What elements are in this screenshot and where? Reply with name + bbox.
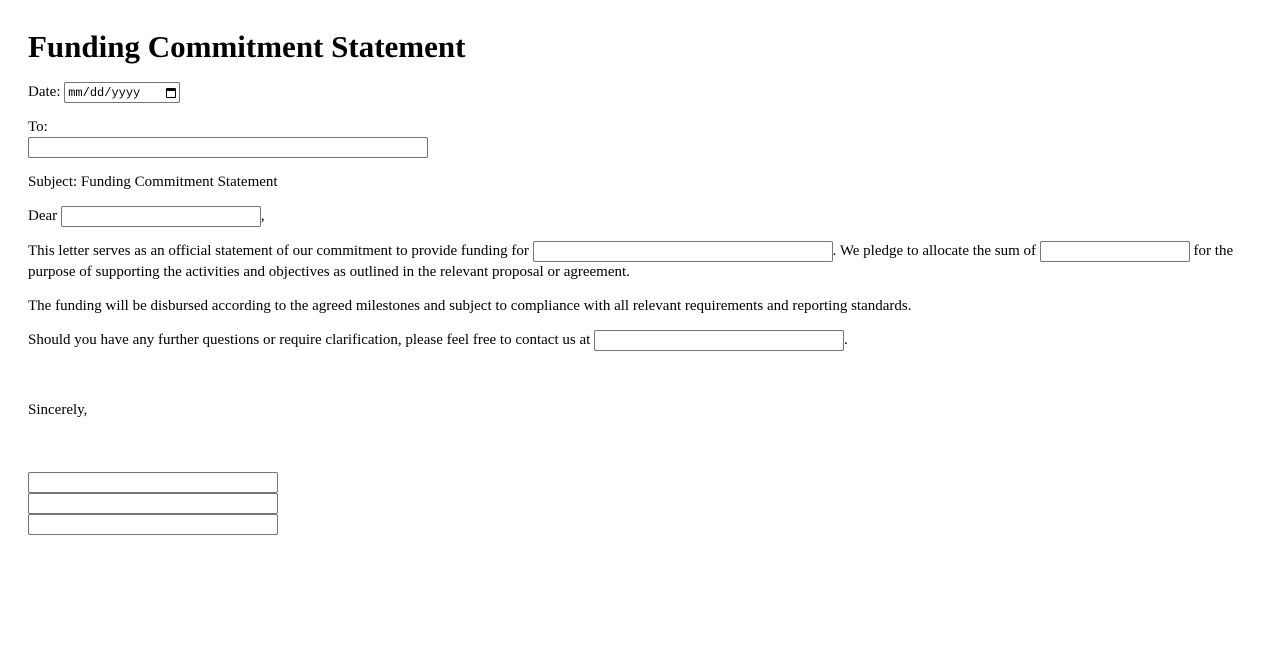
calendar-icon[interactable] — [166, 88, 176, 98]
commitment-text-start: This letter serves as an official statement of our commitment to provide funding for — [28, 243, 529, 260]
contact-input[interactable] — [594, 330, 844, 351]
to-input[interactable] — [28, 137, 428, 158]
commitment-paragraph — [28, 241, 1250, 282]
date-input[interactable] — [64, 82, 180, 103]
contact-period: . — [844, 332, 848, 349]
greeting-prefix: Dear — [28, 208, 58, 225]
date-placeholder: mm/dd/yyyy — [68, 85, 141, 100]
funding-purpose-input[interactable] — [533, 241, 833, 262]
greeting-row — [28, 206, 1250, 227]
signature-block — [28, 472, 1250, 535]
date-row — [28, 82, 1250, 103]
subject-line: Subject: Funding Commitment Statement — [28, 174, 278, 191]
greeting-suffix: , — [260, 208, 265, 225]
closing: Sincerely, — [28, 402, 88, 419]
funding-sum-input[interactable] — [1040, 241, 1190, 262]
commitment-text-end: for the purpose of supporting the activities and objectives as outlined in the relevant proposal or agreement. — [28, 243, 1234, 281]
date-label: Date: — [28, 84, 61, 100]
page-title: Funding Commitment Statement — [28, 29, 466, 64]
signature-organization-input[interactable] — [28, 514, 278, 535]
commitment-text-mid: . We pledge to allocate the sum of — [832, 243, 1037, 260]
contact-paragraph — [28, 330, 1250, 351]
signature-title-input[interactable] — [28, 493, 278, 514]
recipient-name-input[interactable] — [61, 206, 261, 227]
signature-name-input[interactable] — [28, 472, 278, 493]
to-label: To: — [28, 119, 48, 136]
disbursement-paragraph: The funding will be disbursed according to the agreed milestones and subject to compliance with all relevant requirements and reporting standards. — [28, 298, 912, 315]
to-row — [28, 117, 1250, 158]
contact-text: Should you have any further questions or require clarification, please feel free to contact us at — [28, 332, 591, 349]
